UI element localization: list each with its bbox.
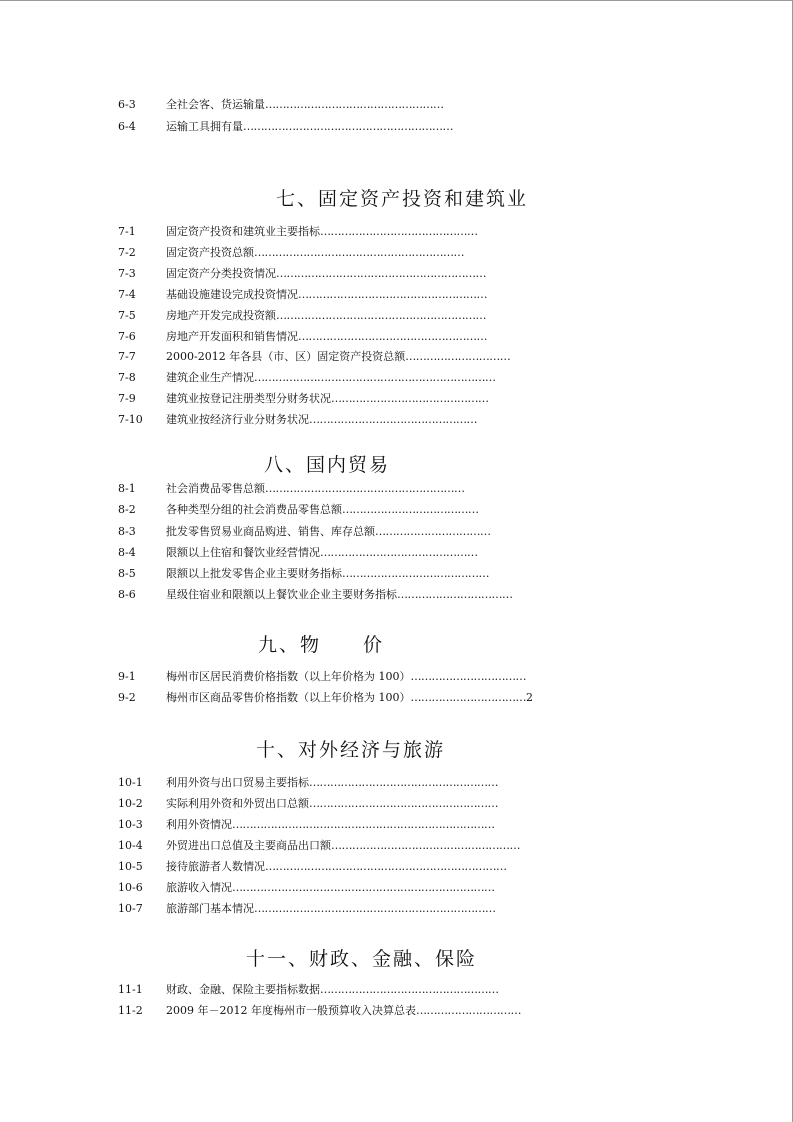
entry-number: 7-3 <box>118 267 136 280</box>
toc-entry[interactable] <box>0 815 793 835</box>
entry-title: 财政、金融、保险主要指标数据…………………………………………… <box>166 983 499 996</box>
entry-number: 10-2 <box>118 797 143 810</box>
toc-entry[interactable] <box>0 264 793 284</box>
toc-entry[interactable] <box>0 878 793 898</box>
toc-entry[interactable] <box>0 980 793 1000</box>
entry-title: 固定资产分类投资情况…………………………………………………… <box>166 267 486 280</box>
section-heading: 八、国内贸易 <box>264 454 391 476</box>
entry-number: 10-6 <box>118 881 143 894</box>
toc-entry[interactable] <box>0 479 793 499</box>
toc-entry[interactable] <box>0 1001 793 1021</box>
entry-number: 8-4 <box>118 546 136 559</box>
section-heading: 十、对外经济与旅游 <box>256 739 446 761</box>
entry-number: 10-1 <box>118 776 143 789</box>
entry-number: 8-2 <box>118 503 136 516</box>
entry-title: 限额以上住宿和餐饮业经营情况……………………………………… <box>166 546 478 559</box>
entry-number: 7-7 <box>118 350 136 363</box>
entry-number: 10-7 <box>118 902 143 915</box>
section-heading: 七、固定资产投资和建筑业 <box>276 188 529 210</box>
entry-title: 固定资产投资和建筑业主要指标……………………………………… <box>166 225 478 238</box>
entry-title: 梅州市区居民消费价格指数（以上年价格为 100）…………………………… <box>166 670 526 683</box>
entry-title: 利用外资与出口贸易主要指标……………………………………………… <box>166 776 498 789</box>
entry-number: 7-10 <box>118 413 143 426</box>
toc-entry[interactable] <box>0 522 793 542</box>
entry-number: 7-2 <box>118 246 136 259</box>
entry-title: 固定资产投资总额…………………………………………………… <box>166 246 464 259</box>
entry-number: 7-1 <box>118 225 136 238</box>
toc-entry[interactable] <box>0 243 793 263</box>
section-heading: 九、物 价 <box>258 634 385 656</box>
entry-number: 8-6 <box>118 588 136 601</box>
toc-entry[interactable] <box>0 543 793 563</box>
entry-number: 9-2 <box>118 691 136 704</box>
entry-title: 运输工具拥有量…………………………………………………… <box>166 120 453 133</box>
entry-number: 10-4 <box>118 839 143 852</box>
entry-title: 限额以上批发零售企业主要财务指标…………………………………… <box>166 567 489 580</box>
toc-entry[interactable] <box>0 285 793 305</box>
toc-entry[interactable] <box>0 667 793 687</box>
entry-title: 社会消费品零售总额………………………………………………… <box>166 482 465 495</box>
entry-title: 实际利用外资和外贸出口总额……………………………………………… <box>166 797 498 810</box>
toc-entry[interactable] <box>0 222 793 242</box>
entry-number: 7-9 <box>118 392 136 405</box>
toc-entry[interactable] <box>0 688 793 708</box>
entry-title: 星级住宿业和限额以上餐饮业企业主要财务指标…………………………… <box>166 588 513 601</box>
section-heading: 十一、财政、金融、保险 <box>246 948 478 970</box>
toc-entry[interactable] <box>0 410 793 430</box>
toc-entry[interactable] <box>0 368 793 388</box>
toc-entry[interactable] <box>0 389 793 409</box>
entry-title: 全社会客、货运输量…………………………………………… <box>166 98 444 111</box>
entry-number: 6-4 <box>118 120 136 133</box>
entry-title: 旅游部门基本情况…………………………………………………………… <box>166 902 496 915</box>
entry-number: 8-3 <box>118 525 136 538</box>
entry-number: 6-3 <box>118 98 136 111</box>
toc-entry[interactable] <box>0 117 793 137</box>
entry-number: 8-1 <box>118 482 136 495</box>
entry-title: 建筑企业生产情况…………………………………………………………… <box>166 371 496 384</box>
toc-entry[interactable] <box>0 794 793 814</box>
entry-title: 旅游收入情况………………………………………………………………… <box>166 881 495 894</box>
entry-number: 10-3 <box>118 818 143 831</box>
entry-number: 8-5 <box>118 567 136 580</box>
toc-entry[interactable] <box>0 836 793 856</box>
entry-title: 2009 年－2012 年度梅州市一般预算收入决算总表………………………… <box>166 1004 521 1017</box>
entry-title: 利用外资情况………………………………………………………………… <box>166 818 495 831</box>
page-border-top <box>0 0 793 1</box>
entry-number: 7-6 <box>118 330 136 343</box>
entry-title: 房地产开发完成投资额…………………………………………………… <box>166 309 486 322</box>
toc-entry[interactable] <box>0 306 793 326</box>
toc-entry[interactable] <box>0 773 793 793</box>
entry-number: 7-4 <box>118 288 136 301</box>
toc-entry[interactable] <box>0 857 793 877</box>
toc-entry[interactable] <box>0 347 793 367</box>
entry-title: 外贸进出口总值及主要商品出口额……………………………………………… <box>166 839 520 852</box>
entry-number: 11-1 <box>118 983 143 996</box>
entry-title: 批发零售贸易业商品购进、销售、库存总额…………………………… <box>166 525 491 538</box>
toc-entry[interactable] <box>0 95 793 115</box>
entry-number: 9-1 <box>118 670 136 683</box>
entry-title: 各种类型分组的社会消费品零售总额………………………………… <box>166 503 479 516</box>
toc-entry[interactable] <box>0 564 793 584</box>
entry-number: 7-8 <box>118 371 136 384</box>
entry-title: 基础设施建设完成投资情况……………………………………………… <box>166 288 487 301</box>
toc-entry[interactable] <box>0 585 793 605</box>
entry-title: 接待旅游者人数情况…………………………………………………………… <box>166 860 507 873</box>
entry-number: 7-5 <box>118 309 136 322</box>
toc-entry[interactable] <box>0 500 793 520</box>
entry-title: 建筑业按经济行业分财务状况………………………………………… <box>166 413 477 426</box>
entry-title: 建筑业按登记注册类型分财务状况……………………………………… <box>166 392 489 405</box>
entry-title: 2000-2012 年各县（市、区）固定资产投资总额………………………… <box>166 350 511 363</box>
entry-title: 房地产开发面积和销售情况……………………………………………… <box>166 330 487 343</box>
entry-number: 11-2 <box>118 1004 143 1017</box>
toc-entry[interactable] <box>0 899 793 919</box>
toc-entry[interactable] <box>0 327 793 347</box>
entry-number: 10-5 <box>118 860 143 873</box>
entry-title: 梅州市区商品零售价格指数（以上年价格为 100）……………………………2 <box>166 691 533 704</box>
